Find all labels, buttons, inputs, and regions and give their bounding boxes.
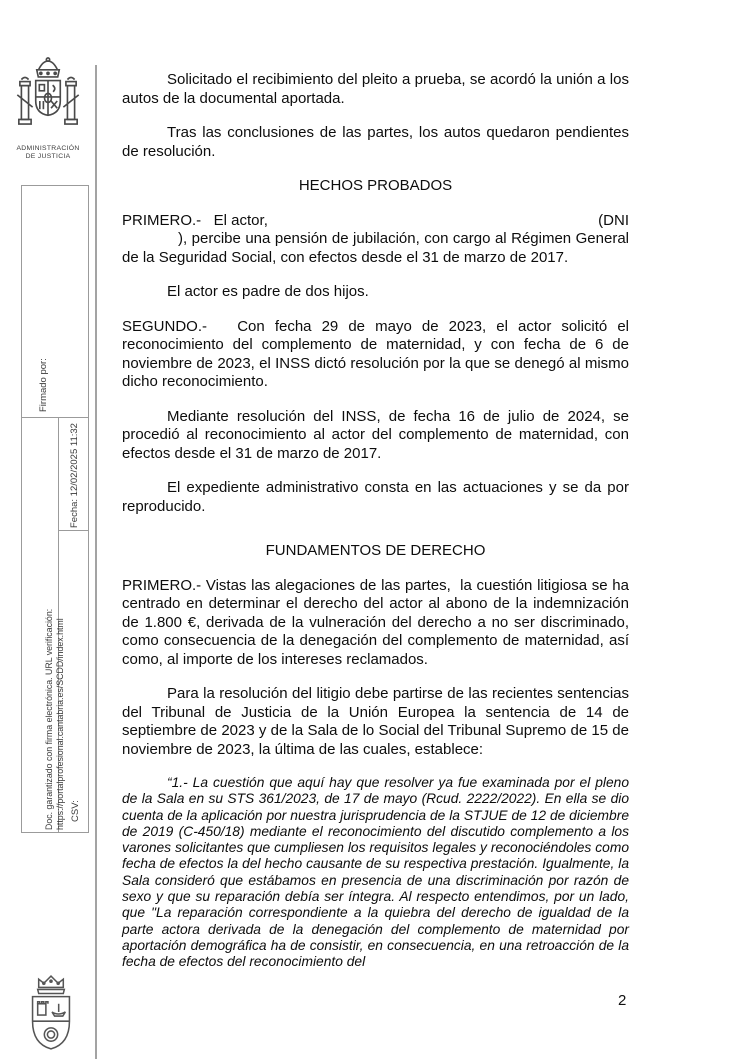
paragraph-solicitado: Solicitado el recibimiento del pleito a prueba, se acordó la unión a los autos de la documental aportada.	[122, 71, 629, 107]
paragraph-mediante: Mediante resolución del INSS, de fecha 16 de julio de 2024, se procedió al reconocimiento al actor del complemento de maternidad, con efectos desde el 31 de marzo de 2017.	[122, 407, 629, 462]
paragraph-expediente: El expediente administrativo consta en las actuaciones y se da por reproducido.	[122, 479, 629, 515]
paragraph-tras: Tras las conclusiones de las partes, los autos quedaron pendientes de resolución.	[122, 124, 629, 160]
paragraph-citation: “1.- La cuestión que aquí hay que resolver ya fue examinada por el pleno de la Sala en su STS 361/2023, de 17 de mayo (Rcud. 2222/2022). En ella se dio cuenta de la aplicación por nuestra jurisprudencia de la STJUE de 12 de diciembre de 2019 (C-450/18) mediante el reconocimiento del discutido complemento a los varones solicitantes que cumpliesen los requisitos legales y reconociéndoles como fecha de efectos la del hecho causante de su respectiva prestación. Igualmente, la Sala consideró que estábamos en presencia de una discriminación por razón de sexo y que su reparación debía ser íntegra. Al respecto entendimos, por un lado, que "La reparación correspondiente a la quiebra del derecho de igualdad de la parte actora derivada de la denegación del complemento de maternidad por aportación demográfica ha de consistir, en consecuencia, en una retroacción de la fecha de efectos del reconocimiento del	[122, 775, 629, 970]
doc-guarantee-note	[44, 609, 65, 830]
signed-by-label: Firmado por:	[38, 358, 49, 412]
paragraph-segundo: SEGUNDO.- Con fecha 29 de mayo de 2023, el actor solicitó el reconocimiento del complemento de maternidad, y con fecha de 6 de noviembre de 2023, el INSS dictó resolución por la que se denegó al mismo dicho reconocimiento.	[122, 317, 629, 390]
administracion-de-justicia-label	[2, 145, 94, 161]
page-number: 2	[618, 992, 627, 1009]
signature-date-label: Fecha: 12/02/2025 11:32	[69, 423, 80, 528]
paragraph-fundamentos-primero: PRIMERO.- Vistas las alegaciones de las partes, la cuestión litigiosa se ha centrado en determinar el derecho del actor al abono de la indemnización de 1.800 €, derivada de la vulneración del derecho a no ser discriminado, como consecuencia de la denegación del complemento de maternidad, así como, al importe de los intereses reclamados.	[122, 576, 629, 668]
document-body	[122, 71, 629, 987]
spain-coat-of-arms-icon	[12, 56, 84, 144]
signature-table-cell-divider	[58, 530, 89, 531]
paragraph-padre: El actor es padre de dos hijos.	[167, 283, 369, 300]
csv-label: CSV:	[70, 800, 81, 822]
doc-guarantee-line-1: Doc. garantizado con firma electrónica. URL verificación:	[44, 608, 54, 830]
page-margin-divider	[95, 65, 97, 1059]
paragraph-primero-rest: ), percibe una pensión de jubilación, con cargo al Régimen General de la Seguridad Social, con efectos desde el 31 de marzo de 2017.	[122, 230, 629, 266]
paragraph-primero-line1	[122, 212, 629, 231]
cantabria-coat-of-arms-icon	[24, 972, 78, 1054]
primero-label-and-actor: PRIMERO.- El actor,	[122, 211, 268, 229]
section-heading-hechos-probados: HECHOS PROBADOS	[298, 177, 453, 194]
signature-table-row-divider	[21, 417, 89, 418]
section-heading-fundamentos-derecho: FUNDAMENTOS DE DERECHO	[265, 542, 486, 559]
org-line-1: ADMINISTRACIÓN	[16, 145, 80, 152]
doc-guarantee-url: https://portalprofesional.cantabria.es/SCDD/index.html	[54, 618, 65, 830]
org-line-2: DE JUSTICIA	[25, 153, 71, 160]
paragraph-para-resolucion: Para la resolución del litigio debe partirse de las recientes sentencias del Tribunal de Justicia de la Unión Europea la sentencia de 14 de septiembre de 2023 y de la Sala de lo Social del Tribunal Supremo de 15 de noviembre de 2023, la última de las cuales, establece:	[122, 685, 629, 758]
dni-fragment: (DNI	[598, 211, 629, 229]
